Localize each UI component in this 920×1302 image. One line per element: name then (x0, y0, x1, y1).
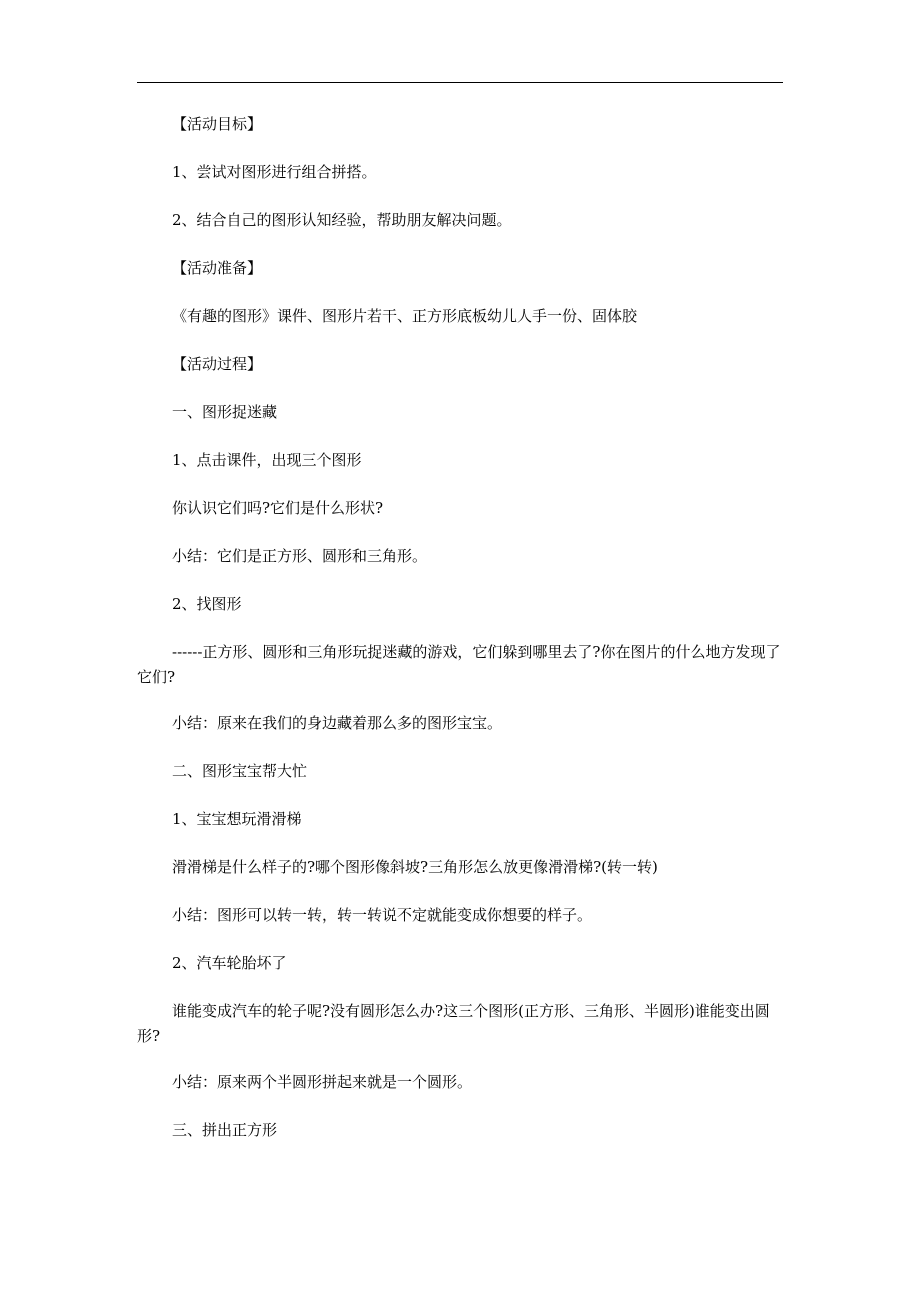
document-body (137, 112, 783, 1166)
substep-2-1: 1、宝宝想玩滑滑梯 (172, 810, 302, 828)
question-text: ------正方形、圆形和三角形玩捉迷藏的游戏，它们躲到哪里去了?你在图片的什么地方发现了它们? (137, 643, 781, 686)
summary-text: 小结：原来在我们的身边藏着那么多的图形宝宝。 (172, 714, 503, 732)
section-heading-process: 【活动过程】 (172, 355, 263, 373)
question-text: 谁能变成汽车的轮子呢?没有圆形怎么办?这三个图形(正方形、三角形、半圆形)谁能变出圆形? (137, 1002, 770, 1045)
goal-item-2: 2、结合自己的图形认知经验，帮助朋友解决问题。 (172, 211, 512, 229)
section-heading-preparation: 【活动准备】 (172, 259, 263, 277)
preparation-text: 《有趣的图形》课件、图形片若干、正方形底板幼儿人手一份、固体胶 (172, 307, 638, 325)
summary-text: 小结：图形可以转一转，转一转说不定就能变成你想要的样子。 (172, 906, 593, 924)
summary-text: 小结：原来两个半圆形拼起来就是一个圆形。 (172, 1073, 473, 1091)
substep-1-1: 1、点击课件，出现三个图形 (172, 451, 362, 469)
header-rule (137, 82, 783, 83)
section-heading-goals: 【活动目标】 (172, 115, 263, 133)
question-text: 滑滑梯是什么样子的?哪个图形像斜坡?三角形怎么放更像滑滑梯?(转一转) (172, 858, 658, 876)
step-heading-2: 二、图形宝宝帮大忙 (172, 762, 308, 780)
step-heading-1: 一、图形捉迷藏 (172, 403, 278, 421)
summary-text: 小结：它们是正方形、圆形和三角形。 (172, 547, 428, 565)
step-heading-3: 三、拼出正方形 (172, 1121, 278, 1139)
substep-2-2: 2、汽车轮胎坏了 (172, 954, 287, 972)
goal-item-1: 1、尝试对图形进行组合拼搭。 (172, 163, 377, 181)
substep-1-2: 2、找图形 (172, 595, 242, 613)
question-text: 你认识它们吗?它们是什么形状? (172, 499, 384, 517)
